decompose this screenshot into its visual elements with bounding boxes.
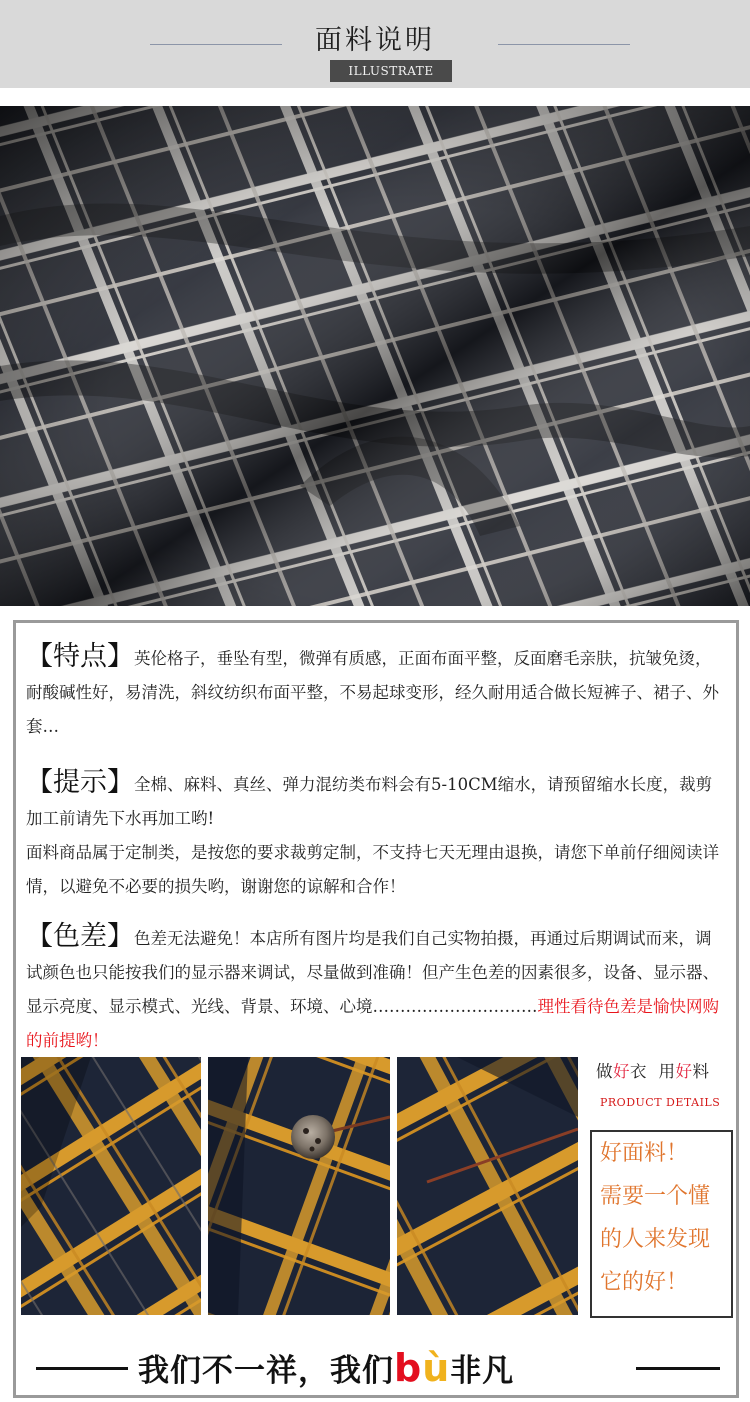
section-title: 面料说明: [315, 25, 435, 56]
good-fabric-line-2: 需要一个懂: [600, 1184, 711, 1209]
plaid-fabric-image: [0, 106, 750, 606]
side-title-part-1: 做: [596, 1062, 613, 1081]
swatch-3-image: [397, 1057, 578, 1315]
side-title-part-3: 衣 用: [630, 1062, 676, 1081]
slogan-letter-u: ù: [422, 1346, 451, 1390]
good-fabric-line-1: 好面料！: [600, 1141, 689, 1166]
good-fabric-line-4: 它的好！: [600, 1270, 689, 1295]
good-fabric-line-3: 的人来发现: [600, 1227, 711, 1252]
features-label: 【特点】: [26, 641, 134, 672]
side-title-part-5: 料: [692, 1062, 710, 1081]
slogan-rule-right: [636, 1367, 720, 1370]
side-title-part-4: 好: [675, 1062, 693, 1081]
good-fabric-box: [590, 1130, 733, 1318]
slogan-part-1: 我们不一祥，我们: [138, 1353, 394, 1389]
slogan-part-2: 非凡: [450, 1353, 515, 1389]
fabric-swatch-1: [21, 1057, 201, 1315]
slogan-bar: [0, 1343, 750, 1393]
custom-notice-text: 面料商品属于定制类，是按您的要求裁剪定制，不支持七天无理由退换，请您下单前仔细阅读详情，以避免不必要的损失哟，谢谢您的谅解和合作！: [26, 843, 719, 896]
fabric-swatch-3: [397, 1057, 578, 1315]
color-diff-label: 【色差】: [26, 921, 134, 952]
slogan-rule-left: [36, 1367, 128, 1370]
color-diff-text: 色差无法避免！本店所有图片均是我们自己实物拍摄，再通过后期调试而来，调试颜色也只能按我们的显示器来调试，尽量做到准确！但产生色差的因素很多，设备、显示器、显示亮度、显示模式、光线、背景、环境、心境…………………………: [26, 929, 719, 1016]
swatch-1-image: [21, 1057, 201, 1315]
side-title: [596, 1058, 710, 1082]
features-paragraph: [26, 640, 726, 744]
features-text: 英伦格子，垂坠有型，微弹有质感，正面布面平整，反面磨毛亲肤，抗皱免烫，耐酸碱性好，易清洗，斜纹纺织布面平整，不易起球变形，经久耐用适合做长短裤子、裙子、外套…: [26, 649, 719, 736]
tips-label: 【提示】: [26, 767, 134, 798]
fabric-swatch-2: [208, 1057, 390, 1315]
tips-paragraph: [26, 766, 726, 836]
section-header: [0, 0, 750, 88]
side-title-part-2: 好: [613, 1062, 630, 1081]
swatch-2-image: [208, 1057, 390, 1315]
hero-fabric-photo: [0, 106, 750, 606]
section-subtitle: ILLUSTRATE: [330, 60, 452, 82]
slogan-text: [138, 1345, 514, 1390]
custom-notice-paragraph: [26, 836, 726, 904]
color-diff-highlight: 理性看待色差是愉快网购的前提哟！: [26, 997, 719, 1050]
tips-text: 全棉、麻料、真丝、弹力混纺类布料会有5-10CM缩水，请预留缩水长度，裁剪加工前请先下水再加工哟!: [26, 775, 713, 828]
side-subtitle: PRODUCT DETAILS: [600, 1096, 721, 1109]
slogan-letter-b: b: [394, 1346, 423, 1390]
color-diff-paragraph: [26, 920, 726, 1058]
